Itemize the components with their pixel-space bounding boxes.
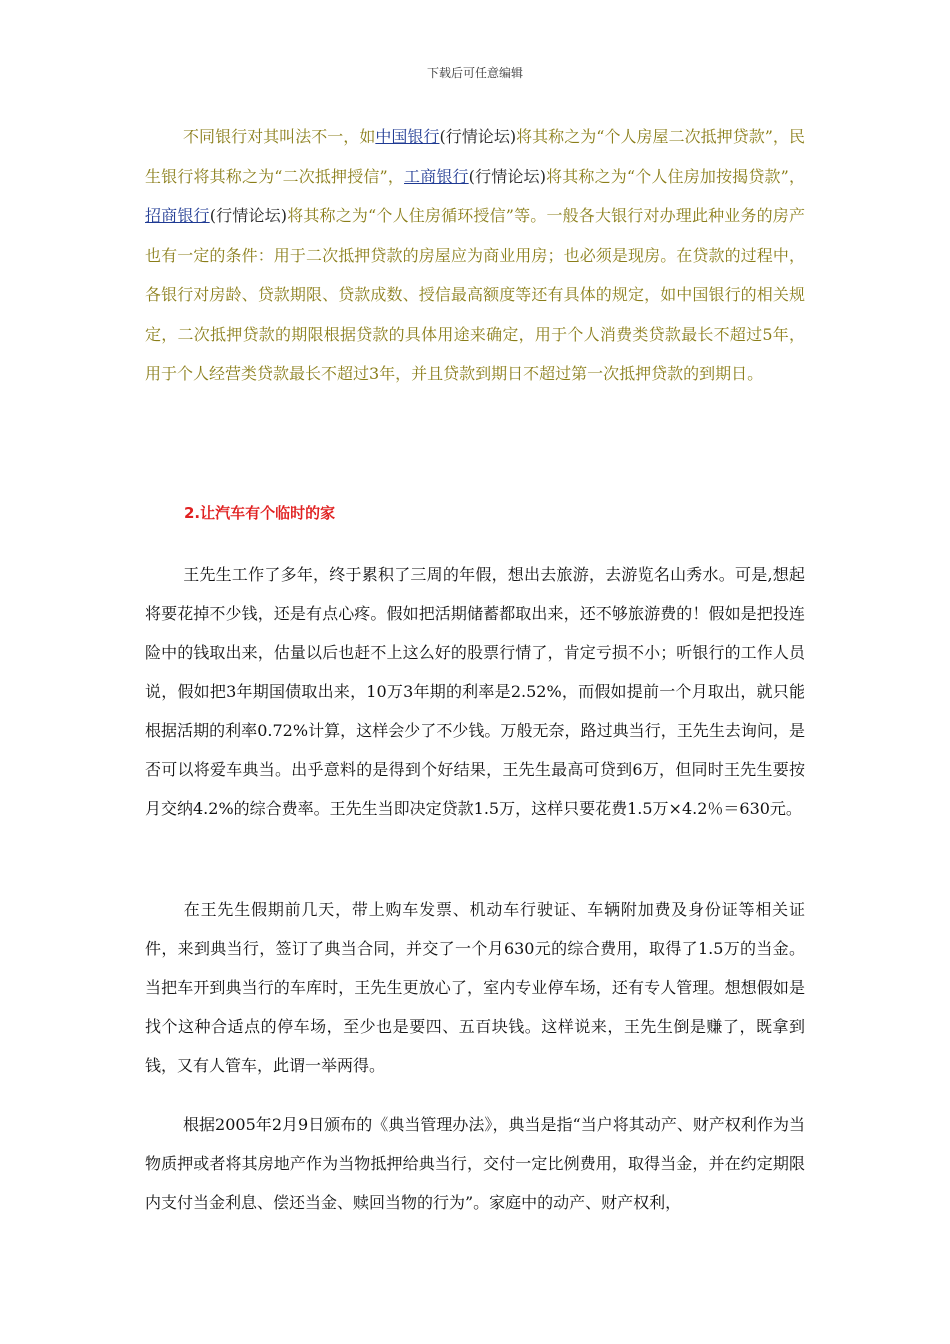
paragraph-bank-loans: [145, 117, 805, 394]
market-forum-note-1: (行情论坛): [439, 127, 517, 146]
para1-text-3: 将其称之为“个人住房加按揭贷款”，: [545, 166, 805, 186]
paragraph-pawn-regulation: [145, 1105, 805, 1222]
para1-text-1: 不同银行对其叫法不一，如: [183, 127, 376, 146]
para1-text-4: 将其称之为“个人住房循环授信”等。一般各大银行对办理此种业务的房产也有一定的条件：用于二次抵押贷款的房屋应为商业用房；也必须是现房。在贷款的过程中，各银行对房龄、贷款期限、贷款成数、授信最高额度等还有具体的规定，如中国银行的相关规定，二次抵押贷款的期限根据贷款的具体用途来确定，用于个人消费类贷款最长不超过5年，用于个人经营类贷款最长不超过3年，并且贷款到期日不超过第一次抵押贷款的到期日。: [145, 206, 805, 383]
paragraph-mr-wang-story: [145, 555, 805, 828]
para3-text: 在王先生假期前几天，带上购车发票、机动车行驶证、车辆附加费及身份证等相关证件，来到典当行，签订了典当合同，并交了一个月630元的综合费用，取得了1.5万的当金。当把车开到典当行的车库时，王先生更放心了，室内专业停车场，还有专人管理。想想假如是找个这种合适点的停车场，至少也是要四、五百块钱。这样说来，王先生倒是赚了，既拿到钱，又有人管车，此谓一举两得。: [145, 900, 805, 1075]
para4-text: 根据2005年2月9日颁布的《典当管理办法》，典当是指“当户将其动产、财产权利作为当物质押或者将其房地产作为当物抵押给典当行，交付一定比例费用，取得当金，并在约定期限内支付当金利息、偿还当金、赎回当物的行为”。家庭中的动产、财产权利，: [145, 1115, 805, 1212]
para2-text: 王先生工作了多年，终于累积了三周的年假，想出去旅游，去游览名山秀水。可是,想起将要花掉不少钱，还是有点心疼。假如把活期储蓄都取出来，还不够旅游费的！假如是把投连险中的钱取出来，估量以后也赶不上这么好的股票行情了，肯定亏损不小；听银行的工作人员说，假如把3年期国债取出来，10万3年期的利率是2.52%，而假如提前一个月取出，就只能根据活期的利率0.72%计算，这样会少了不少钱。万般无奈，路过典当行，王先生去询问，是否可以将爱车典当。出乎意料的是得到个好结果，王先生最高可贷到6万，但同时王先生要按月交纳4.2%的综合费率。王先生当即决定贷款1.5万，这样只要花费1.5万×4.2％＝630元。: [145, 565, 805, 818]
paragraph-pawn-shop: [145, 890, 805, 1085]
para1-text-2: 将其称之为“个人房屋二次抵押贷款”，民生银行将其称之为“二次抵押授信”，: [145, 127, 805, 186]
page-header: 下载后可任意编辑: [426, 66, 523, 80]
section-heading: 2.让汽车有个临时的家: [184, 504, 336, 522]
link-cmb[interactable]: 招商银行: [145, 206, 210, 225]
market-forum-note-3: (行情论坛): [209, 206, 288, 225]
link-bank-of-china[interactable]: 中国银行: [375, 127, 440, 146]
link-icbc[interactable]: 工商银行: [404, 166, 469, 186]
market-forum-note-2: (行情论坛): [468, 166, 546, 186]
